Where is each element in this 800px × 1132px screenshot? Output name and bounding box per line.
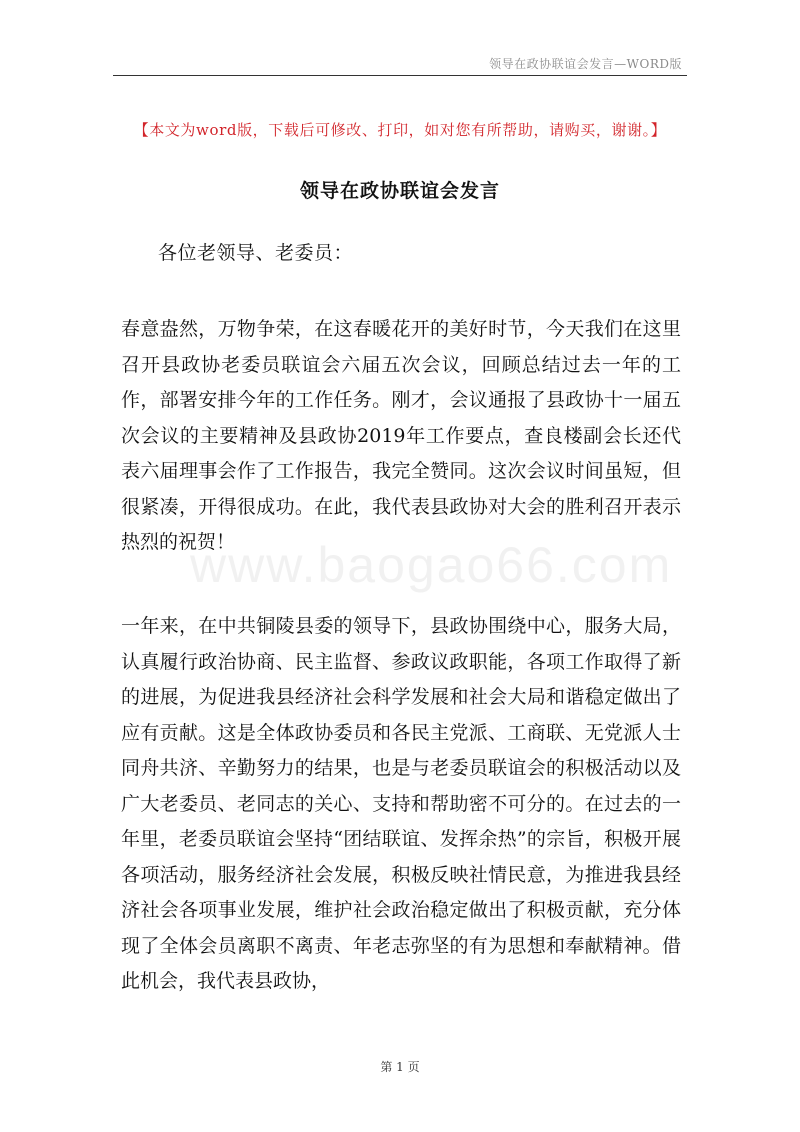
document-title: 领导在政协联谊会发言 [299,180,500,202]
page-number: 第 1 页 [380,1060,420,1074]
salutation: 各位老领导、老委员： [158,242,354,264]
download-notice: 【本文为word版，下载后可修改、打印，如对您有所帮助，请购买，谢谢。】 [133,121,667,139]
watermark: www.baogao66.com [190,537,673,593]
running-header: 领导在政协联谊会发言—WORD版 [489,57,682,71]
header-divider [113,75,687,76]
body-paragraph-2: 一年来，在中共铜陵县委的领导下，县政协围绕中心，服务大局，认真履行政治协商、民主监督、参政议政职能，各项工作取得了新的进展，为促进我县经济社会科学发展和社会大局和谐稳定做出了应有贡献。这是全体政协委员和各民主党派、工商联、无党派人士同舟共济、辛勤努力的结果，也是与老委员联谊会的积极活动以及广大老委员、老同志的关心、支持和帮助密不可分的。在过去的一年里，老委员联谊会坚持“团结联谊、发挥余热”的宗旨，积极开展各项活动，服务经济社会发展，积极反映社情民意，为推进我县经济社会各项事业发展，维护社会政治稳定做出了积极贡献，充分体现了全体会员离职不离责、年老志弥坚的有为思想和奉献精神。借此机会，我代表县政协， [121,615,681,992]
body-paragraph-1: 春意盎然，万物争荣，在这春暖花开的美好时节，今天我们在这里召开县政协老委员联谊会六届五次会议，回顾总结过去一年的工作，部署安排今年的工作任务。刚才，会议通报了县政协十一届五次会议的主要精神及县政协2019年工作要点，查良楼副会长还代表六届理事会作了工作报告，我完全赞同。这次会议时间虽短，但很紧凑，开得很成功。在此，我代表县政协对大会的胜利召开表示热烈的祝贺！ [121,318,681,553]
